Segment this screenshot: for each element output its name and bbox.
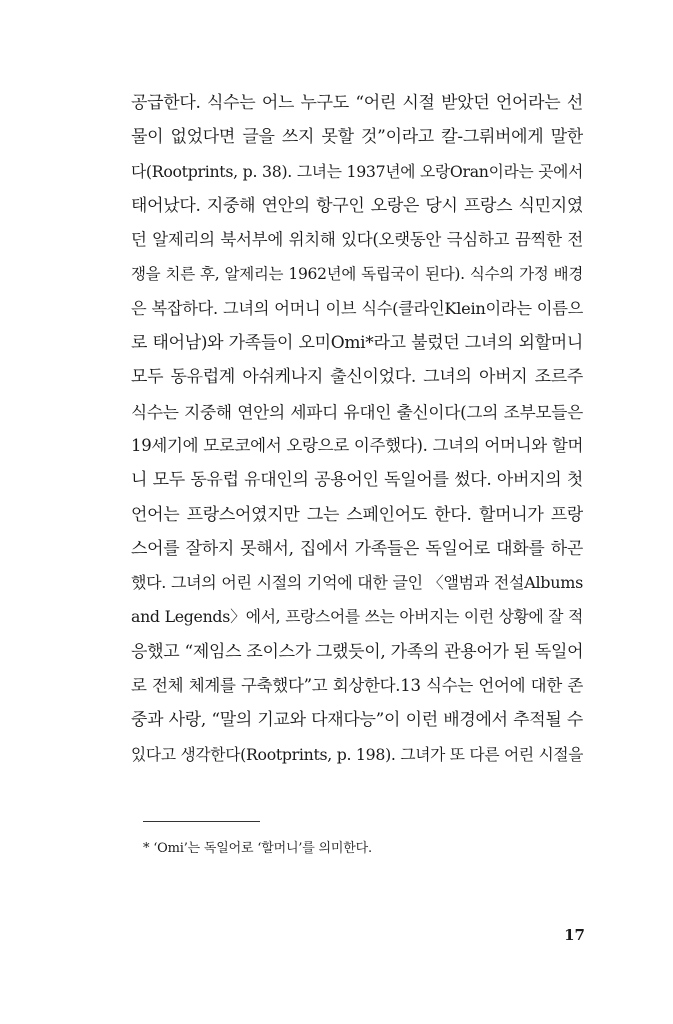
text-line: 중과 사랑, “말의 기교와 다재다능”이 이런 배경에서 추적될 수: [131, 710, 583, 731]
text-line: 19세기에 모로코에서 오랑으로 이주했다). 그녀의 어머니와 할머: [131, 435, 583, 455]
footnote-divider: [143, 821, 260, 822]
text-line: and Legends〉에서, 프랑스어를 쓰는 아버지는 이런 상황에 잘 적: [131, 607, 583, 627]
text-line: 있다고 생각한다(Rootprints, p. 198). 그녀가 또 다른 어린 시절을: [131, 744, 583, 764]
text-line: 로 전체 체계를 구축했다”고 회상한다.13 식수는 언어에 대한 존: [131, 676, 583, 696]
text-line: 모두 동유럽계 아쉬케나지 출신이었다. 그녀의 아버지 조르주: [131, 367, 583, 388]
text-line: 태어났다. 지중해 연안의 항구인 오랑은 당시 프랑스 식민지였: [131, 195, 583, 216]
text-line: 물이 없었다면 글을 쓰지 못할 것”이라고 칼-그뤼버에게 말한: [131, 127, 583, 148]
text-line: 로 태어남)와 가족들이 오미Omi*라고 불렀던 그녀의 외할머니: [131, 333, 583, 354]
text-line: 다(Rootprints, p. 38). 그녀는 1937년에 오랑Oran이라는 곳에서: [131, 161, 583, 181]
text-line: 스어를 잘하지 못해서, 집에서 가족들은 독일어로 대화를 하곤: [131, 538, 583, 559]
text-line: 던 알제리의 북서부에 위치해 있다(오랫동안 극심하고 끔찍한 전: [131, 230, 583, 250]
text-line: 쟁을 치른 후, 알제리는 1962년에 독립국이 된다). 식수의 가정 배경: [131, 265, 583, 284]
text-line: 식수는 지중해 연안의 세파디 유대인 출신이다(그의 조부모들은: [131, 401, 583, 422]
text-line: 했다. 그녀의 어린 시절의 기억에 대한 글인 〈앨범과 전설Albums: [131, 573, 583, 593]
text-line: 공급한다. 식수는 어느 누구도 “어린 시절 받았던 언어라는 선: [131, 93, 583, 113]
text-line: 응했고 “제임스 조이스가 그랬듯이, 가족의 관용어가 된 독일어: [131, 641, 583, 662]
text-line: 니 모두 동유럽 유대인의 공용어인 독일어를 썼다. 아버지의 첫: [131, 470, 583, 491]
body-text: [131, 86, 583, 772]
footnote: * ‘Omi’는 독일어로 ‘할머니’를 의미한다.: [143, 841, 372, 856]
text-line: 언어는 프랑스어였지만 그는 스페인어도 한다. 할머니가 프랑: [131, 504, 583, 525]
page-number: 17: [564, 926, 585, 944]
text-line: 은 복잡하다. 그녀의 어머니 이브 식수(클라인Klein이라는 이름으: [131, 298, 583, 318]
